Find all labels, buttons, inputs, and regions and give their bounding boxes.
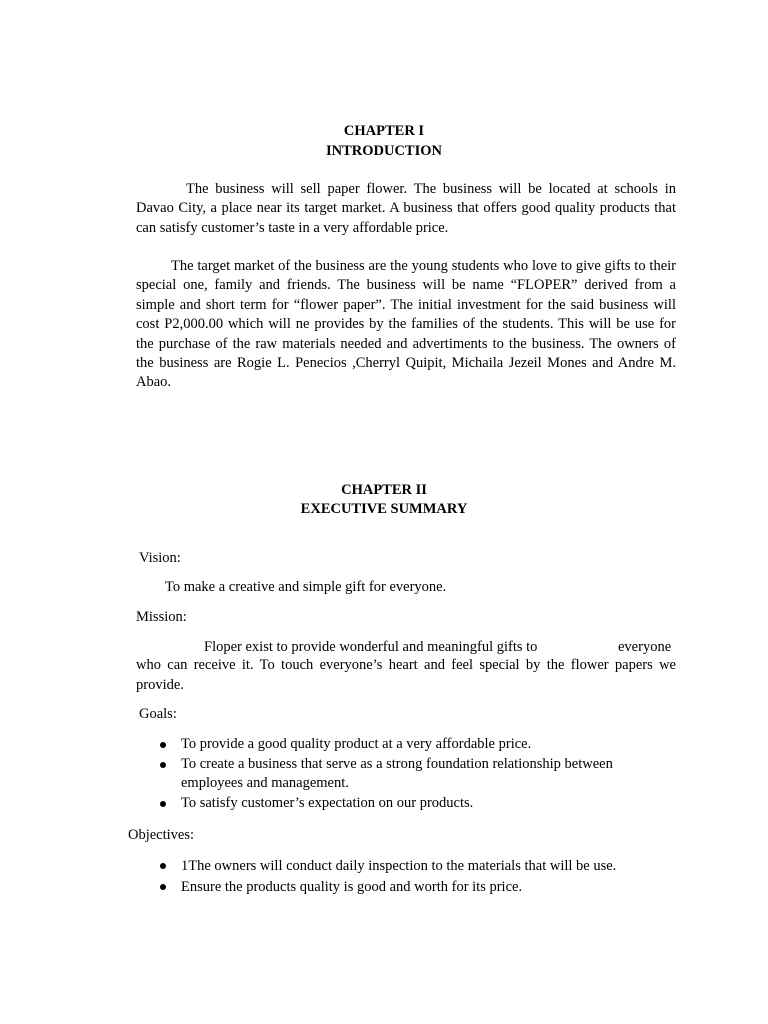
chapter-1-title: INTRODUCTION	[325, 143, 442, 159]
bullet-icon	[160, 801, 166, 807]
bullet-icon	[160, 762, 166, 768]
objectives-label: Objectives:	[128, 827, 195, 843]
vision-text: To make a creative and simple gift for everyone.	[165, 579, 447, 595]
objective-item: 1The owners will conduct daily inspection to the materials that will be use.	[150, 856, 670, 877]
goal-item: To create a business that serve as a strong foundation relationship between employees and management.	[150, 755, 640, 794]
mission-text-spaced-word: everyone	[618, 639, 672, 655]
intro-paragraph-1: The business will sell paper flower. The business will be located at schools in Davao City, a place near its target market. A business that offers good quality products that can satisfy customer’s taste in a very affordable price.	[136, 181, 676, 236]
mission-text-rest: who can receive it. To touch everyone’s heart and feel special by the flower papers we provide.	[136, 657, 676, 693]
intro-paragraph-2: The target market of the business are the young students who love to give gifts to their special one, family and friends. The business will be name “FLOPER” derived from a simple and short term for “flower paper”. The initial investment for the said business will cost P2,000.00 which will ne provides by the families of the students. This will be use for the purchase of the raw materials needed and advertiments to the business. The owners of the business are Rogie L. Penecios ,Cherryl Quipit, Michaila Jezeil Mones and Andre M. Abao.	[136, 258, 676, 391]
mission-label: Mission:	[136, 609, 187, 625]
chapter-2-title: EXECUTIVE SUMMARY	[300, 501, 468, 517]
vision-label: Vision:	[139, 550, 181, 566]
chapter-2-number: CHAPTER II	[341, 482, 427, 498]
objective-item: Ensure the products quality is good and worth for its price.	[150, 877, 670, 898]
goals-label: Goals:	[139, 706, 177, 722]
bullet-icon	[160, 884, 166, 890]
objectives-list	[150, 856, 670, 898]
bullet-icon	[160, 742, 166, 748]
mission-text-start: Floper exist to provide wonderful and meaningful gifts to	[204, 639, 538, 655]
chapter-1-number: CHAPTER I	[343, 123, 425, 139]
goal-item: To satisfy customer’s expectation on our products.	[150, 794, 640, 814]
bullet-icon	[160, 863, 166, 869]
goals-list	[150, 735, 640, 813]
goal-item: To provide a good quality product at a very affordable price.	[150, 735, 640, 755]
